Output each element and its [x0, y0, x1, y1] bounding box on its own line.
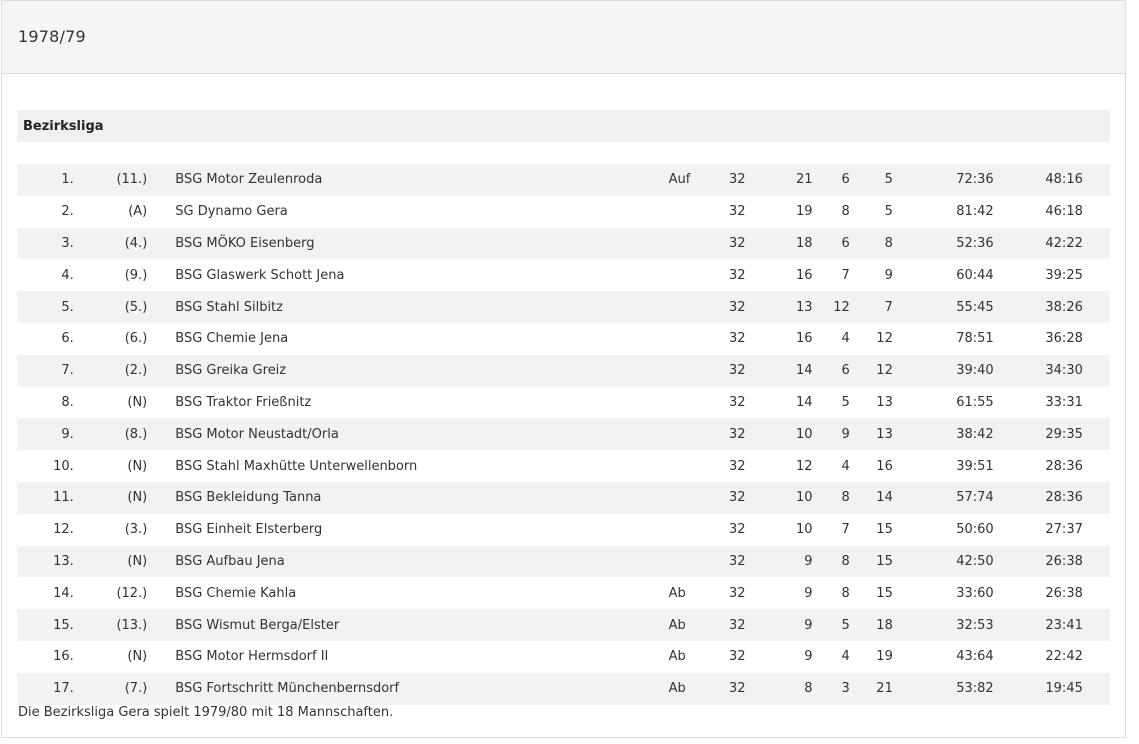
table-row	[17, 609, 1110, 641]
table-row	[17, 387, 1110, 419]
points-cell: 26:38	[1045, 585, 1083, 601]
goals-cell: 39:40	[956, 363, 994, 379]
goals-cell: 53:82	[956, 681, 994, 697]
rank-cell: 8.	[61, 394, 74, 410]
points-cell: 38:26	[1045, 299, 1083, 315]
goals-cell: 78:51	[956, 331, 994, 347]
rank-cell: 13.	[53, 553, 74, 569]
previous-rank-cell: (5.)	[124, 299, 148, 315]
row-spacer	[1083, 259, 1110, 291]
rank-cell: 4.	[61, 267, 74, 283]
team-name-cell: BSG Chemie Jena	[175, 331, 289, 347]
losses-cell: 8	[884, 235, 893, 251]
points-cell: 48:16	[1045, 172, 1083, 188]
draws-cell: 8	[841, 204, 850, 220]
previous-rank-cell: (13.)	[116, 617, 148, 633]
goals-cell: 52:36	[956, 235, 994, 251]
draws-cell: 4	[841, 458, 850, 474]
draws-cell: 8	[841, 490, 850, 506]
table-row	[17, 291, 1110, 323]
standings-body	[17, 164, 1110, 705]
rank-cell: 10.	[53, 458, 74, 474]
draws-cell: 8	[841, 553, 850, 569]
wins-cell: 9	[804, 617, 813, 633]
promotion-relegation-cell	[669, 546, 714, 578]
games-cell: 32	[728, 394, 746, 410]
goals-cell: 43:64	[956, 649, 994, 665]
goals-cell: 50:60	[956, 522, 994, 538]
promotion-relegation-cell	[669, 291, 714, 323]
losses-cell: 16	[876, 458, 893, 474]
losses-cell: 9	[884, 267, 893, 283]
row-spacer	[1083, 609, 1110, 641]
points-cell: 26:38	[1045, 553, 1083, 569]
team-name-cell: SG Dynamo Gera	[175, 204, 288, 220]
goals-cell: 39:51	[956, 458, 994, 474]
previous-rank-cell: (7.)	[124, 681, 148, 697]
points-cell: 34:30	[1045, 363, 1083, 379]
table-row	[17, 577, 1110, 609]
promotion-relegation-cell	[669, 196, 714, 228]
games-cell: 32	[728, 585, 746, 601]
rank-cell: 2.	[61, 204, 74, 220]
rank-cell: 3.	[61, 235, 74, 251]
wins-cell: 14	[795, 394, 813, 410]
season-panel	[1, 0, 1126, 738]
promotion-relegation-cell	[669, 323, 714, 355]
team-name-cell: BSG MÖKO Eisenberg	[175, 235, 315, 251]
promotion-relegation-cell	[669, 228, 714, 260]
draws-cell: 9	[841, 426, 850, 442]
rank-cell: 11.	[53, 490, 74, 506]
wins-cell: 9	[804, 585, 813, 601]
row-spacer	[1083, 641, 1110, 673]
team-name-cell: BSG Motor Neustadt/Orla	[175, 426, 339, 442]
goals-cell: 61:55	[956, 394, 994, 410]
row-spacer	[1083, 323, 1110, 355]
goals-cell: 81:42	[956, 204, 994, 220]
wins-cell: 13	[795, 299, 813, 315]
points-cell: 33:31	[1045, 394, 1083, 410]
table-row	[17, 450, 1110, 482]
points-cell: 39:25	[1045, 267, 1083, 283]
points-cell: 29:35	[1045, 426, 1083, 442]
games-cell: 32	[728, 204, 746, 220]
rank-cell: 12.	[53, 522, 74, 538]
games-cell: 32	[728, 490, 746, 506]
games-cell: 32	[728, 426, 746, 442]
row-spacer	[1083, 546, 1110, 578]
rank-cell: 1.	[61, 172, 74, 188]
draws-cell: 8	[841, 585, 850, 601]
rank-cell: 16.	[53, 649, 74, 665]
team-name-cell: BSG Greika Greiz	[175, 363, 287, 379]
draws-cell: 4	[841, 649, 850, 665]
promotion-relegation-cell	[669, 514, 714, 546]
games-cell: 32	[728, 299, 746, 315]
promotion-relegation-cell	[669, 418, 714, 450]
row-spacer	[1083, 355, 1110, 387]
standings-table	[17, 164, 1110, 705]
wins-cell: 10	[795, 426, 813, 442]
row-spacer	[1083, 514, 1110, 546]
games-cell: 32	[728, 649, 746, 665]
points-cell: 23:41	[1045, 617, 1083, 633]
goals-cell: 57:74	[956, 490, 994, 506]
row-spacer	[1083, 196, 1110, 228]
promotion-relegation-cell	[669, 482, 714, 514]
games-cell: 32	[728, 617, 746, 633]
table-row	[17, 355, 1110, 387]
previous-rank-cell: (6.)	[124, 331, 148, 347]
table-row	[17, 514, 1110, 546]
team-name-cell: BSG Wismut Berga/Elster	[175, 617, 340, 633]
losses-cell: 18	[876, 617, 893, 633]
points-cell: 42:22	[1045, 235, 1083, 251]
table-row	[17, 164, 1110, 196]
previous-rank-cell: (N)	[127, 553, 148, 569]
wins-cell: 16	[795, 331, 813, 347]
team-name-cell: BSG Bekleidung Tanna	[175, 490, 322, 506]
table-row	[17, 323, 1110, 355]
rank-cell: 14.	[53, 585, 74, 601]
draws-cell: 3	[841, 681, 850, 697]
row-spacer	[1083, 577, 1110, 609]
wins-cell: 14	[795, 363, 813, 379]
losses-cell: 15	[876, 553, 893, 569]
previous-rank-cell: (4.)	[124, 235, 148, 251]
losses-cell: 15	[876, 522, 893, 538]
goals-cell: 72:36	[956, 172, 994, 188]
losses-cell: 5	[884, 172, 893, 188]
games-cell: 32	[728, 235, 746, 251]
team-name-cell: BSG Traktor Frießnitz	[175, 394, 312, 410]
panel-header	[2, 1, 1125, 74]
previous-rank-cell: (N)	[127, 490, 148, 506]
goals-cell: 32:53	[956, 617, 994, 633]
table-row	[17, 641, 1110, 673]
previous-rank-cell: (9.)	[124, 267, 148, 283]
team-name-cell: BSG Stahl Silbitz	[175, 299, 283, 315]
team-name-cell: BSG Chemie Kahla	[175, 585, 297, 601]
row-spacer	[1083, 228, 1110, 260]
losses-cell: 13	[876, 426, 893, 442]
team-name-cell: BSG Motor Zeulenroda	[175, 172, 323, 188]
row-spacer	[1083, 482, 1110, 514]
previous-rank-cell: (2.)	[124, 363, 148, 379]
table-row	[17, 196, 1110, 228]
goals-cell: 60:44	[956, 267, 994, 283]
draws-cell: 7	[841, 522, 850, 538]
team-name-cell: BSG Einheit Elsterberg	[175, 522, 323, 538]
wins-cell: 9	[804, 553, 813, 569]
season-title: 1978/79	[18, 27, 86, 46]
row-spacer	[1083, 291, 1110, 323]
table-row	[17, 418, 1110, 450]
games-cell: 32	[728, 172, 746, 188]
losses-cell: 14	[876, 490, 893, 506]
table-row	[17, 673, 1110, 705]
points-cell: 28:36	[1045, 458, 1083, 474]
rank-cell: 17.	[53, 681, 74, 697]
wins-cell: 10	[795, 490, 813, 506]
team-name-cell: BSG Motor Hermsdorf II	[175, 649, 329, 665]
draws-cell: 12	[833, 299, 850, 315]
footnote: Die Bezirksliga Gera spielt 1979/80 mit 18 Mannschaften.	[18, 705, 394, 720]
draws-cell: 4	[841, 331, 850, 347]
promotion-relegation-cell	[669, 355, 714, 387]
wins-cell: 10	[795, 522, 813, 538]
losses-cell: 19	[876, 649, 893, 665]
goals-cell: 42:50	[956, 553, 994, 569]
league-name: Bezirksliga	[23, 119, 104, 134]
losses-cell: 7	[884, 299, 893, 315]
rank-cell: 6.	[61, 331, 74, 347]
games-cell: 32	[728, 553, 746, 569]
promotion-relegation-cell	[669, 259, 714, 291]
team-name-cell: BSG Fortschritt Münchenbernsdorf	[175, 681, 400, 697]
table-row	[17, 259, 1110, 291]
points-cell: 22:42	[1045, 649, 1083, 665]
goals-cell: 38:42	[956, 426, 994, 442]
previous-rank-cell: (3.)	[124, 522, 148, 538]
row-spacer	[1083, 387, 1110, 419]
previous-rank-cell: (A)	[128, 204, 148, 220]
points-cell: 46:18	[1045, 204, 1083, 220]
draws-cell: 6	[841, 235, 850, 251]
games-cell: 32	[728, 522, 746, 538]
promotion-relegation-cell	[669, 387, 714, 419]
wins-cell: 19	[795, 204, 813, 220]
previous-rank-cell: (N)	[127, 394, 148, 410]
points-cell: 28:36	[1045, 490, 1083, 506]
previous-rank-cell: (8.)	[124, 426, 148, 442]
losses-cell: 21	[876, 681, 893, 697]
wins-cell: 21	[795, 172, 813, 188]
rank-cell: 5.	[61, 299, 74, 315]
losses-cell: 12	[876, 331, 893, 347]
losses-cell: 13	[876, 394, 893, 410]
row-spacer	[1083, 164, 1110, 196]
rank-cell: 7.	[61, 363, 74, 379]
losses-cell: 12	[876, 363, 893, 379]
games-cell: 32	[728, 458, 746, 474]
promotion-relegation-cell: Ab	[668, 681, 686, 697]
promotion-relegation-cell: Ab	[668, 649, 686, 665]
rank-cell: 15.	[53, 617, 74, 633]
rank-cell: 9.	[61, 426, 74, 442]
points-cell: 19:45	[1045, 681, 1083, 697]
wins-cell: 12	[795, 458, 813, 474]
losses-cell: 15	[876, 585, 893, 601]
games-cell: 32	[728, 681, 746, 697]
team-name-cell: BSG Glaswerk Schott Jena	[175, 267, 345, 283]
promotion-relegation-cell	[669, 450, 714, 482]
games-cell: 32	[728, 331, 746, 347]
goals-cell: 55:45	[956, 299, 994, 315]
games-cell: 32	[728, 267, 746, 283]
draws-cell: 6	[841, 172, 850, 188]
goals-cell: 33:60	[956, 585, 994, 601]
points-cell: 27:37	[1045, 522, 1083, 538]
team-name-cell: BSG Stahl Maxhütte Unterwellenborn	[175, 458, 418, 474]
league-header	[17, 110, 1110, 142]
previous-rank-cell: (N)	[127, 458, 148, 474]
draws-cell: 5	[841, 394, 850, 410]
promotion-relegation-cell: Auf	[668, 172, 691, 188]
table-row	[17, 546, 1110, 578]
wins-cell: 16	[795, 267, 813, 283]
table-row	[17, 228, 1110, 260]
wins-cell: 18	[795, 235, 813, 251]
promotion-relegation-cell: Ab	[668, 585, 686, 601]
row-spacer	[1083, 418, 1110, 450]
draws-cell: 5	[841, 617, 850, 633]
previous-rank-cell: (12.)	[116, 585, 148, 601]
team-name-cell: BSG Aufbau Jena	[175, 553, 285, 569]
table-row	[17, 482, 1110, 514]
wins-cell: 9	[804, 649, 813, 665]
points-cell: 36:28	[1045, 331, 1083, 347]
row-spacer	[1083, 673, 1110, 705]
draws-cell: 7	[841, 267, 850, 283]
previous-rank-cell: (11.)	[116, 172, 148, 188]
promotion-relegation-cell: Ab	[668, 617, 686, 633]
wins-cell: 8	[804, 681, 813, 697]
draws-cell: 6	[841, 363, 850, 379]
losses-cell: 5	[884, 204, 893, 220]
games-cell: 32	[728, 363, 746, 379]
row-spacer	[1083, 450, 1110, 482]
previous-rank-cell: (N)	[127, 649, 148, 665]
